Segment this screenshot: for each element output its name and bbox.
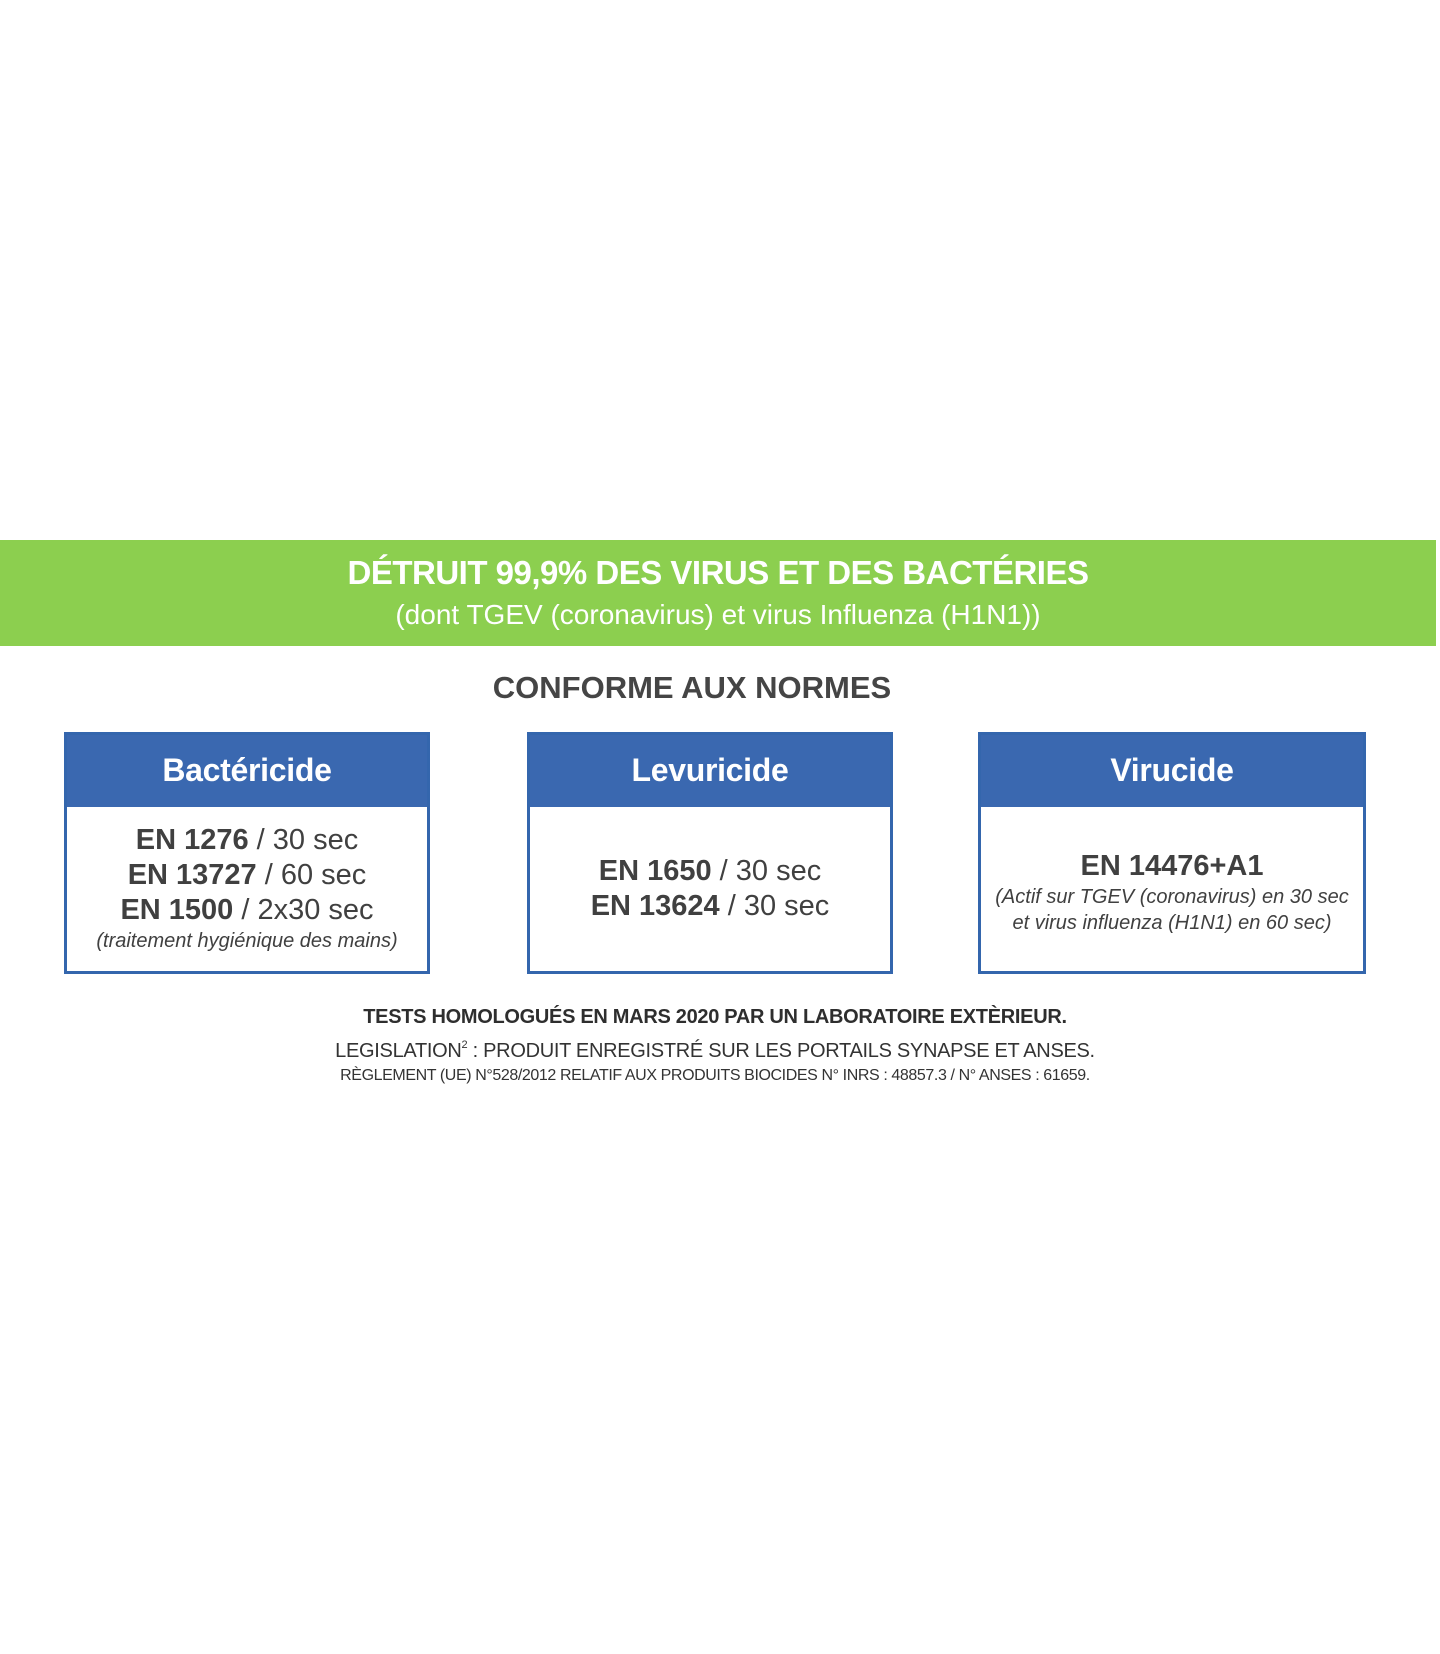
norm-detail: / 2x30 sec [233,894,374,926]
norm-line [591,889,830,924]
card-title: Bactéricide [67,735,427,807]
card-title: Virucide [981,735,1363,807]
card-note-line: et virus influenza (H1N1) en 60 sec) [1012,911,1332,934]
banner-title: DÉTRUIT 99,9% DES VIRUS ET DES BACTÉRIES [347,554,1089,591]
norm-code: EN 14476+A1 [1080,849,1264,882]
norm-line [599,854,821,889]
legislation-text: : PRODUIT ENREGISTRÉ SUR LES PORTAILS SYNAPSE ET ANSES. [467,1040,1095,1062]
norm-line [120,893,373,928]
norm-detail: / 30 sec [711,855,822,887]
card-virucide [978,732,1366,974]
norm-code: EN 1500 [120,894,234,926]
card-note: (traitement hygiénique des mains) [96,930,398,952]
regulation-statement: RÈGLEMENT (UE) N°528/2012 RELATIF AUX PRODUITS BIOCIDES N° INRS : 48857.3 / N° ANSES : 61659. [340,1067,1090,1084]
card-title: Levuricide [530,735,890,807]
norm-line [1081,849,1264,884]
footnote-marker: 2 [461,1039,468,1051]
norm-detail: / 30 sec [719,890,830,922]
norm-code: EN 1650 [598,855,712,887]
tests-statement: TESTS HOMOLOGUÉS EN MARS 2020 PAR UN LABORATOIRE EXTÈRIEUR. [363,1006,1067,1028]
card-body [981,807,1363,971]
claim-banner [0,540,1436,646]
banner-subtitle: (dont TGEV (coronavirus) et virus Influenza (H1N1)) [395,599,1041,630]
card-body [530,807,890,971]
norm-code: EN 13624 [590,890,720,922]
card-body [67,807,427,971]
card-levuricide [527,732,893,974]
norm-detail: / 60 sec [256,859,367,891]
legislation-statement [0,1039,1430,1063]
legislation-label: LEGISLATION [335,1040,462,1062]
norm-line [136,823,358,858]
norm-code: EN 1276 [135,824,249,856]
card-note-line: (Actif sur TGEV (coronavirus) en 30 sec [995,885,1349,908]
card-bactericide [64,732,430,974]
norm-line [128,858,367,893]
norm-detail: / 30 sec [248,824,359,856]
section-title: CONFORME AUX NORMES [492,670,892,705]
norm-code: EN 13727 [127,859,257,891]
